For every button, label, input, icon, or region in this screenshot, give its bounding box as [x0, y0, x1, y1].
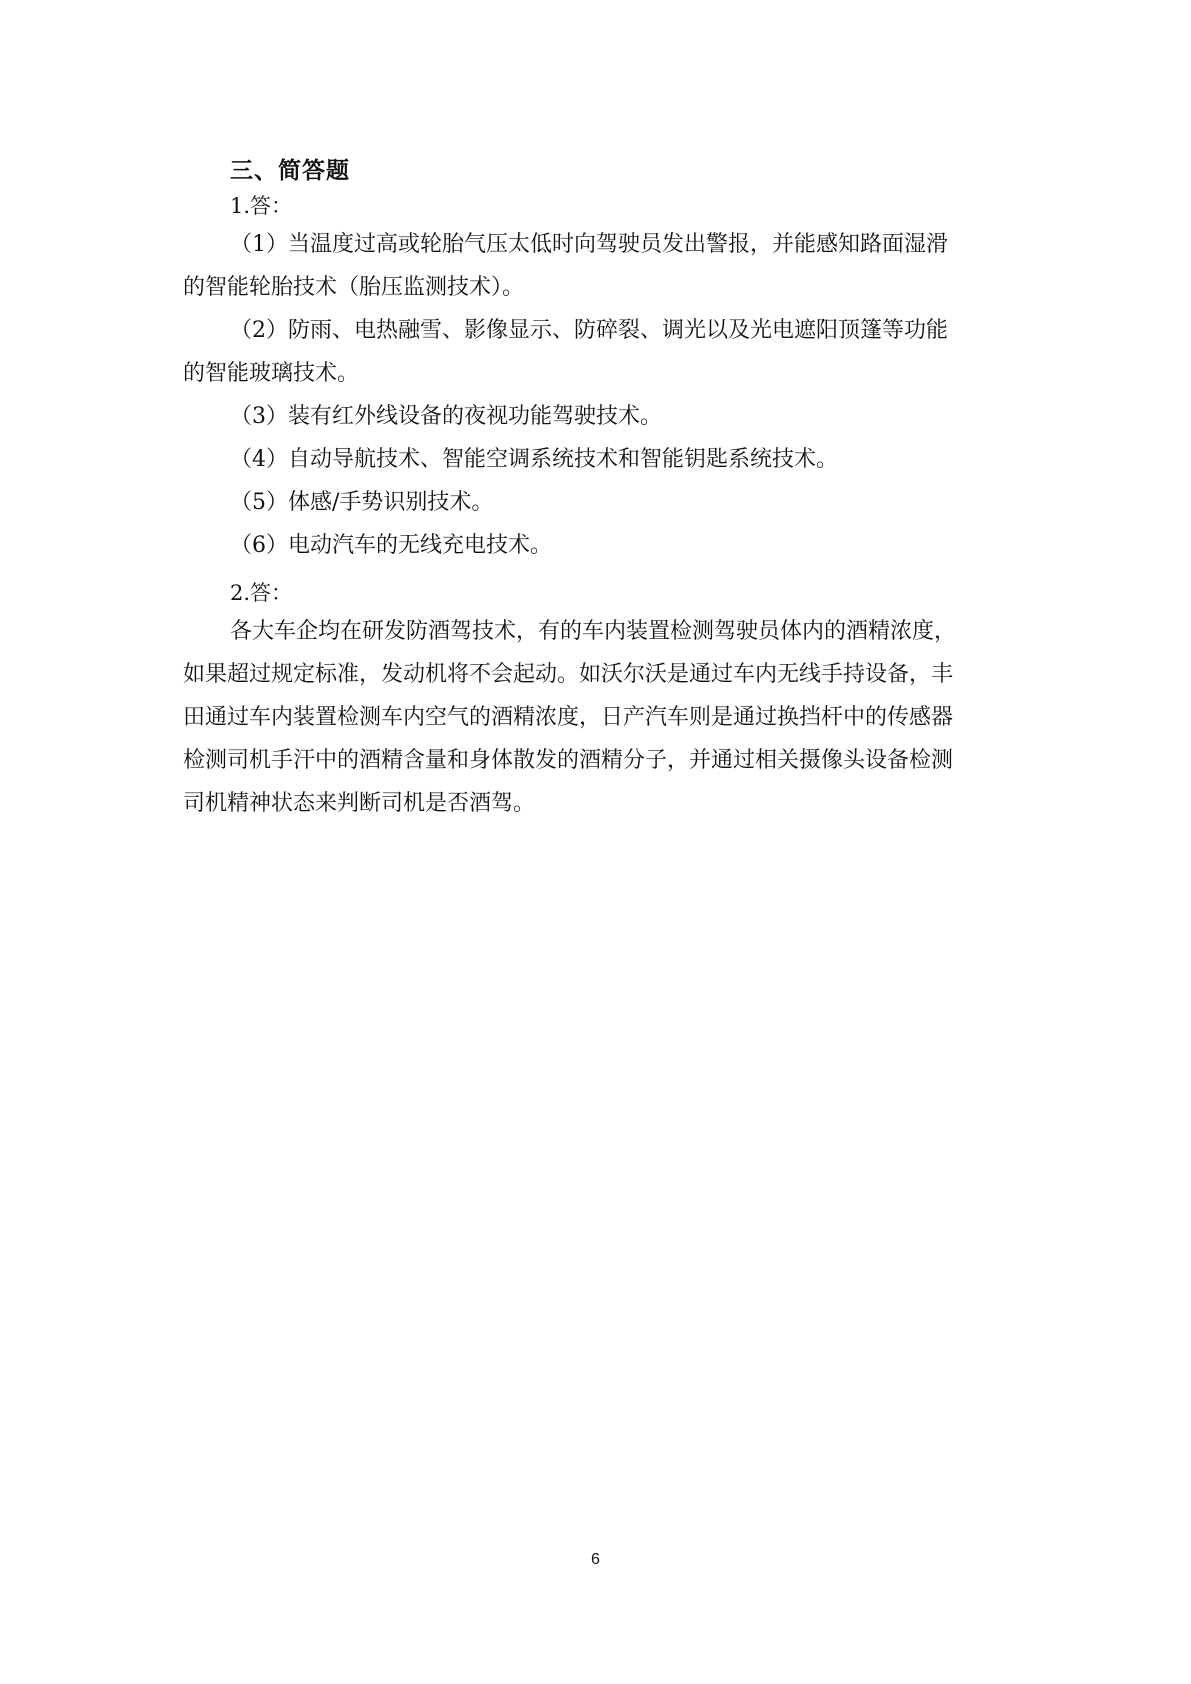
answer-1-item-2-line-2: 的智能玻璃技术。	[183, 361, 360, 386]
answer-1-label: 1.答：	[230, 194, 293, 218]
answer-1-item-2-line-1: （2）防雨、电热融雪、影像显示、防碎裂、调光以及光电遮阳顶篷等功能	[230, 318, 948, 343]
answer-1-item-6: （6）电动汽车的无线充电技术。	[230, 533, 552, 558]
answer-2-line-4: 检测司机手汗中的酒精含量和身体散发的酒精分子，并通过相关摄像头设备检测	[183, 748, 954, 773]
answer-1-item-4: （4）自动导航技术、智能空调系统技术和智能钥匙系统技术。	[230, 447, 838, 472]
answer-2-line-2: 如果超过规定标准，发动机将不会起动。如沃尔沃是通过车内无线手持设备，丰	[183, 662, 954, 687]
answer-2-line-1: 各大车企均在研发防酒驾技术，有的车内装置检测驾驶员体内的酒精浓度，	[230, 619, 957, 644]
answer-1-item-1-line-1: （1）当温度过高或轮胎气压太低时向驾驶员发出警报，并能感知路面湿滑	[230, 232, 948, 257]
answer-2-label: 2.答：	[230, 581, 293, 605]
answer-2-line-5: 司机精神状态来判断司机是否酒驾。	[183, 791, 536, 816]
answer-1-item-1-line-2: 的智能轮胎技术（胎压监测技术）。	[183, 275, 525, 300]
answer-1-item-3: （3）装有红外线设备的夜视功能驾驶技术。	[230, 404, 662, 429]
section-title: 三、简答题	[230, 158, 350, 184]
page-number: 6	[591, 1551, 600, 1568]
answer-2-line-3: 田通过车内装置检测车内空气的酒精浓度，日产汽车则是通过换挡杆中的传感器	[183, 705, 954, 730]
answer-1-item-5: （5）体感/手势识别技术。	[230, 490, 494, 515]
